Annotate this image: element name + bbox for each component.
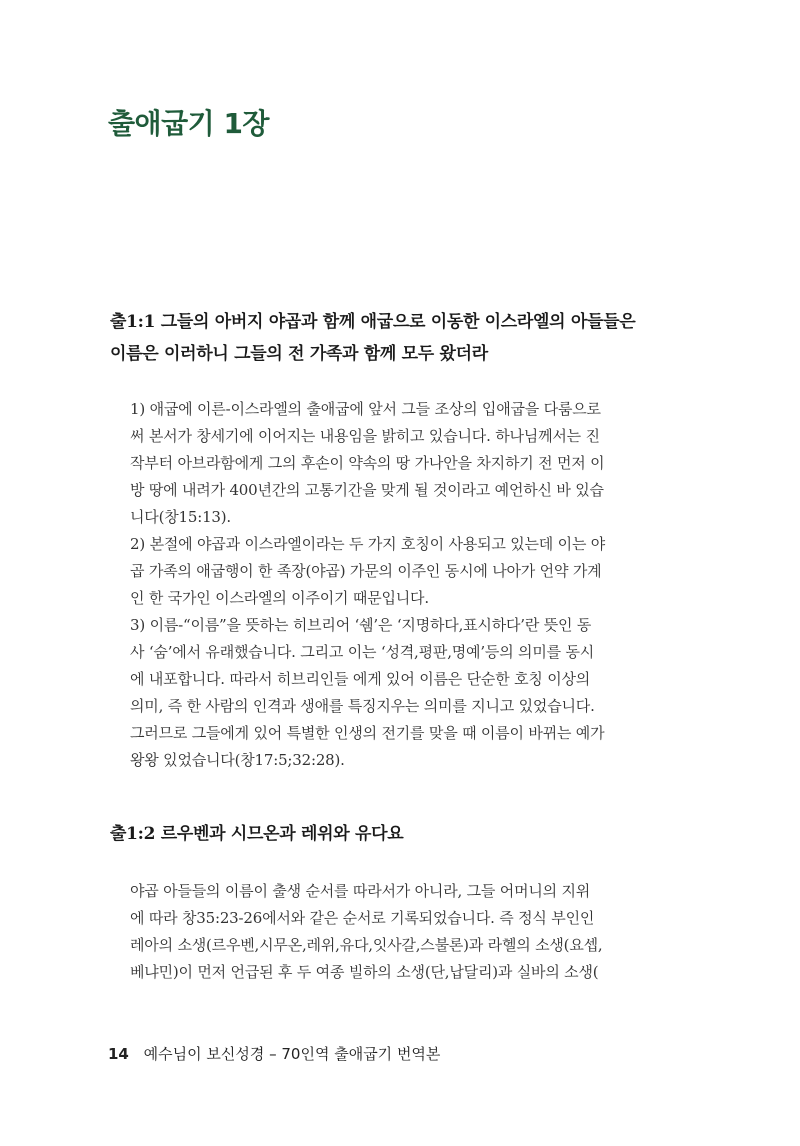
commentary-line: 인 한 국가인 이스라엘의 이주이기 때문입니다. [130, 589, 429, 607]
commentary-line: 써 본서가 창세기에 이어지는 내용임을 밝히고 있습니다. 하나님께서는 진 [130, 427, 600, 445]
verse-heading-line: 출1:2 르우벤과 시므온과 레위와 유다요 [110, 824, 404, 844]
commentary-line: 2) 본절에 야곱과 이스라엘이라는 두 가지 호칭이 사용되고 있는데 이는 야 [130, 535, 606, 553]
commentary-line: 왕왕 있었습니다(창17:5;32:28). [130, 751, 345, 769]
commentary-line: 작부터 아브라함에게 그의 후손이 약속의 땅 가나안을 차지하기 전 먼저 이 [130, 454, 605, 472]
chapter-title: 출애굽기 1장 [108, 107, 269, 140]
commentary-line: 베냐민)이 먼저 언급된 후 두 여종 빌하의 소생(단,납달리)과 실바의 소생( [130, 963, 599, 981]
verse-heading-1-2 [110, 818, 670, 850]
verse-heading-line: 이름은 이러하니 그들의 전 가족과 함께 모두 왔더라 [110, 344, 488, 364]
commentary-line: 레아의 소생(르우벤,시무온,레위,유다,잇사갈,스불론)과 라헬의 소생(요셉, [130, 936, 603, 954]
commentary-line: 그러므로 그들에게 있어 특별한 인생의 전기를 맞을 때 이름이 바뀌는 예가 [130, 724, 605, 742]
commentary-line: 에 따라 창35:23-26에서와 같은 순서로 기록되었습니다. 즉 정식 부인인 [130, 909, 595, 927]
commentary-line: 에 내포합니다. 따라서 히브리인들 에게 있어 이름은 단순한 호칭 이상의 [130, 670, 591, 688]
commentary-1-2 [130, 878, 670, 986]
page-footer [108, 1044, 440, 1064]
commentary-line: 니다(창15:13). [130, 508, 231, 526]
commentary-line: 방 땅에 내려가 400년간의 고통기간을 맞게 될 것이라고 예언하신 바 있습 [130, 481, 604, 499]
running-title: 예수님이 보신성경 – 70인역 출애굽기 번역본 [143, 1045, 441, 1063]
commentary-1-1 [130, 396, 670, 774]
commentary-line: 1) 애굽에 이른-이스라엘의 출애굽에 앞서 그들 조상의 입애굽을 다룸으로 [130, 400, 601, 418]
commentary-line: 의미, 즉 한 사람의 인격과 생애를 특징지우는 의미를 지니고 있었습니다. [130, 697, 595, 715]
commentary-line: 3) 이름-“이름”을 뜻하는 히브리어 ‘쉠’은 ‘지명하다,표시하다’란 뜻인 동 [130, 616, 592, 634]
verse-heading-1-1 [110, 306, 670, 370]
commentary-line: 곱 가족의 애굽행이 한 족장(야곱) 가문의 이주인 동시에 나아가 언약 가계 [130, 562, 602, 580]
verse-heading-line: 출1:1 그들의 아버지 야곱과 함께 애굽으로 이동한 이스라엘의 아들들은 [110, 312, 636, 332]
commentary-line: 사 ‘숨’에서 유래했습니다. 그리고 이는 ‘성격,평판,명예’등의 의미를 동시 [130, 643, 595, 661]
commentary-line: 야곱 아들들의 이름이 출생 순서를 따라서가 아니라, 그들 어머니의 지위 [130, 882, 591, 900]
page-number: 14 [108, 1045, 129, 1063]
